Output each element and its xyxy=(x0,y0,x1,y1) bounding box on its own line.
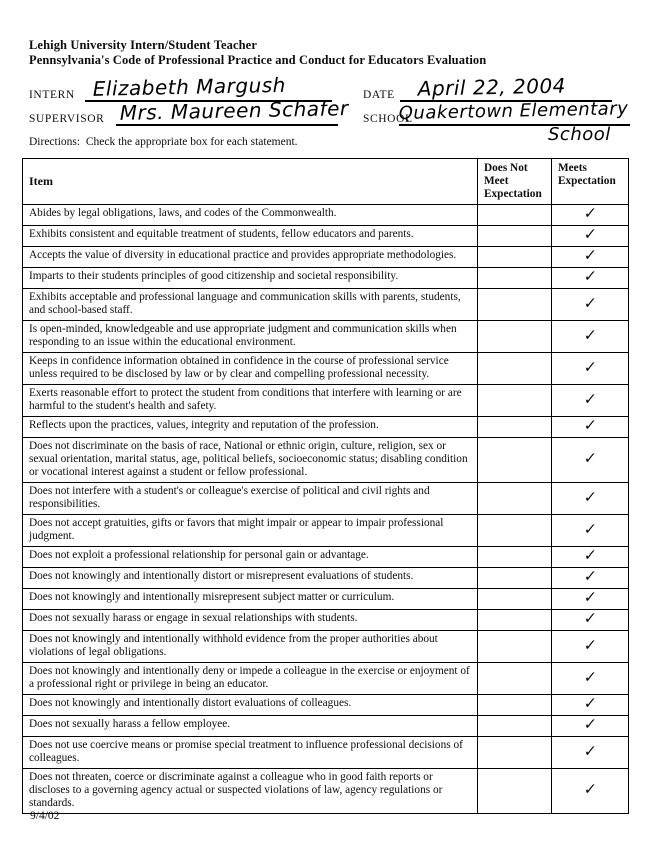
does-not-meet-cell xyxy=(478,610,552,631)
meets-cell xyxy=(552,568,629,589)
header-does-not-meet: Does Not Meet Expectation xyxy=(478,159,552,205)
meets-cell xyxy=(552,695,629,716)
checkmark-icon: ✓ xyxy=(583,245,598,265)
meets-cell xyxy=(552,289,629,321)
supervisor-handwritten-value: Mrs. Maureen Schafer xyxy=(119,96,349,125)
checkmark-icon: ✓ xyxy=(583,448,598,468)
does-not-meet-cell xyxy=(478,205,552,226)
item-text: Does not sexually harass a fellow employee. xyxy=(23,716,478,737)
checkmark-icon: ✓ xyxy=(583,486,598,507)
table-row xyxy=(23,631,629,663)
checkmark-icon: ✓ xyxy=(583,388,598,409)
does-not-meet-cell xyxy=(478,385,552,417)
table-row xyxy=(23,321,629,353)
meets-cell xyxy=(552,226,629,247)
table-row xyxy=(23,385,629,417)
header-item: Item xyxy=(23,159,478,205)
does-not-meet-cell xyxy=(478,663,552,695)
item-text: Does not sexually harass or engage in sexual relationships with students. xyxy=(23,610,478,631)
table-row xyxy=(23,515,629,547)
item-text: Does not knowingly and intentionally withhold evidence from the proper authorities about violations of legal obligations. xyxy=(23,631,478,663)
does-not-meet-cell xyxy=(478,438,552,483)
does-not-meet-cell xyxy=(478,695,552,716)
does-not-meet-cell xyxy=(478,547,552,568)
item-text: Exhibits consistent and equitable treatment of students, fellow educators and parents. xyxy=(23,226,478,247)
table-header-row xyxy=(23,159,629,205)
school-field xyxy=(398,98,630,126)
checkmark-icon: ✓ xyxy=(583,634,598,655)
meets-cell xyxy=(552,737,629,769)
table-row xyxy=(23,268,629,289)
does-not-meet-cell xyxy=(478,589,552,610)
school-label: SCHOOL xyxy=(363,113,413,125)
item-text: Does not accept gratuities, gifts or favors that might impair or appear to impair professional judgment. xyxy=(23,515,478,547)
header-meets: Meets Expectation xyxy=(552,159,629,205)
does-not-meet-cell xyxy=(478,631,552,663)
checkmark-icon: ✓ xyxy=(583,518,598,539)
checkmark-icon: ✓ xyxy=(583,714,598,734)
table-row xyxy=(23,568,629,589)
checkmark-icon: ✓ xyxy=(583,693,598,713)
intern-handwritten-value: Elizabeth Margush xyxy=(92,72,287,101)
table-row xyxy=(23,417,629,438)
meets-cell xyxy=(552,321,629,353)
evaluation-table xyxy=(22,158,629,814)
item-text: Does not use coercive means or promise special treatment to influence professional decisions of colleagues. xyxy=(23,737,478,769)
supervisor-label: SUPERVISOR xyxy=(29,113,105,125)
meets-cell xyxy=(552,205,629,226)
checkmark-icon: ✓ xyxy=(583,740,598,761)
item-text: Is open-minded, knowledgeable and use appropriate judgment and communication skills when responding to an issue within the educational environment. xyxy=(23,321,478,353)
checkmark-icon: ✓ xyxy=(583,203,598,223)
table-row xyxy=(23,737,629,769)
checkmark-icon: ✓ xyxy=(583,666,598,687)
meets-cell xyxy=(552,716,629,737)
checkmark-icon: ✓ xyxy=(583,779,598,799)
table-row xyxy=(23,663,629,695)
does-not-meet-cell xyxy=(478,247,552,268)
does-not-meet-cell xyxy=(478,769,552,814)
item-text: Abides by legal obligations, laws, and codes of the Commonwealth. xyxy=(23,205,478,226)
does-not-meet-cell xyxy=(478,417,552,438)
does-not-meet-cell xyxy=(478,268,552,289)
meets-cell xyxy=(552,631,629,663)
school-handwritten-value-line1: Quakertown Elementary xyxy=(398,98,629,124)
directions-text: Directions: Check the appropriate box for each statement. xyxy=(29,136,298,148)
checkmark-icon: ✓ xyxy=(583,266,598,286)
meets-cell xyxy=(552,547,629,568)
meets-cell xyxy=(552,610,629,631)
date-handwritten-value: April 22, 2004 xyxy=(417,73,567,101)
meets-cell xyxy=(552,483,629,515)
does-not-meet-cell xyxy=(478,321,552,353)
meets-cell xyxy=(552,769,629,814)
item-text: Does not exploit a professional relationship for personal gain or advantage. xyxy=(23,547,478,568)
meets-cell xyxy=(552,385,629,417)
table-row xyxy=(23,589,629,610)
table-row xyxy=(23,769,629,814)
item-text: Reflects upon the practices, values, integrity and reputation of the profession. xyxy=(23,417,478,438)
school-handwritten-value-line2: School xyxy=(548,124,611,145)
table-row xyxy=(23,205,629,226)
does-not-meet-cell xyxy=(478,289,552,321)
meets-cell xyxy=(552,438,629,483)
item-text: Does not knowingly and intentionally distort or misrepresent evaluations of students. xyxy=(23,568,478,589)
meets-cell xyxy=(552,663,629,695)
meets-cell xyxy=(552,589,629,610)
item-text: Keeps in confidence information obtained in confidence in the course of professional service unless required to be disclosed by law or by clear and compelling professional necessity. xyxy=(23,353,478,385)
footer-date: 9/4/02 xyxy=(30,810,60,822)
item-text: Accepts the value of diversity in educational practice and provides appropriate methodologies. xyxy=(23,247,478,268)
item-text: Exhibits acceptable and professional language and communication skills with parents, students, and school-based staff. xyxy=(23,289,478,321)
document-title-line1: Lehigh University Intern/Student Teacher xyxy=(29,38,257,52)
does-not-meet-cell xyxy=(478,226,552,247)
item-text: Does not threaten, coerce or discriminate against a colleague who in good faith reports or discloses to a governing agency actual or suspected violations of law, agency regulations or standards. xyxy=(23,769,478,814)
checkmark-icon: ✓ xyxy=(583,415,598,435)
date-label: DATE xyxy=(363,89,395,101)
checkmark-icon: ✓ xyxy=(583,324,598,345)
does-not-meet-cell xyxy=(478,737,552,769)
table-row xyxy=(23,547,629,568)
table-row xyxy=(23,289,629,321)
item-text: Imparts to their students principles of good citizenship and societal responsibility. xyxy=(23,268,478,289)
does-not-meet-cell xyxy=(478,483,552,515)
checkmark-icon: ✓ xyxy=(583,292,598,313)
checkmark-icon: ✓ xyxy=(583,224,598,244)
checkmark-icon: ✓ xyxy=(583,356,598,377)
item-text: Does not interfere with a student's or colleague's exercise of political and civil rights and responsibilities. xyxy=(23,483,478,515)
table-row xyxy=(23,695,629,716)
table-row xyxy=(23,226,629,247)
checkmark-icon: ✓ xyxy=(583,545,598,565)
checkmark-icon: ✓ xyxy=(583,608,598,628)
table-row xyxy=(23,483,629,515)
does-not-meet-cell xyxy=(478,716,552,737)
does-not-meet-cell xyxy=(478,353,552,385)
evaluation-table-body xyxy=(23,205,629,814)
document-title-line2: Pennsylvania's Code of Professional Practice and Conduct for Educators Evaluation xyxy=(29,53,487,67)
school-handwritten-value-line2-wrap xyxy=(548,125,611,145)
does-not-meet-cell xyxy=(478,515,552,547)
meets-cell xyxy=(552,247,629,268)
checkmark-icon: ✓ xyxy=(583,566,598,586)
intern-label: INTERN xyxy=(29,89,75,101)
table-row xyxy=(23,353,629,385)
table-row xyxy=(23,247,629,268)
table-row xyxy=(23,716,629,737)
item-text: Does not knowingly and intentionally misrepresent subject matter or curriculum. xyxy=(23,589,478,610)
item-text: Does not discriminate on the basis of race, National or ethnic origin, culture, religion, sex or sexual orientation, marital status, age, political beliefs, socioeconomic status; disabling condition or vocational interest against a student or fellow professional. xyxy=(23,438,478,483)
checkmark-icon: ✓ xyxy=(583,587,598,607)
item-text: Exerts reasonable effort to protect the student from conditions that interfere with learning or are harmful to the student's health and safety. xyxy=(23,385,478,417)
item-text: Does not knowingly and intentionally deny or impede a colleague in the exercise or enjoyment of a professional right or privilege in being an educator. xyxy=(23,663,478,695)
supervisor-field xyxy=(116,96,349,126)
meets-cell xyxy=(552,515,629,547)
item-text: Does not knowingly and intentionally distort evaluations of colleagues. xyxy=(23,695,478,716)
meets-cell xyxy=(552,353,629,385)
table-row xyxy=(23,610,629,631)
meets-cell xyxy=(552,268,629,289)
does-not-meet-cell xyxy=(478,568,552,589)
table-row xyxy=(23,438,629,483)
meets-cell xyxy=(552,417,629,438)
